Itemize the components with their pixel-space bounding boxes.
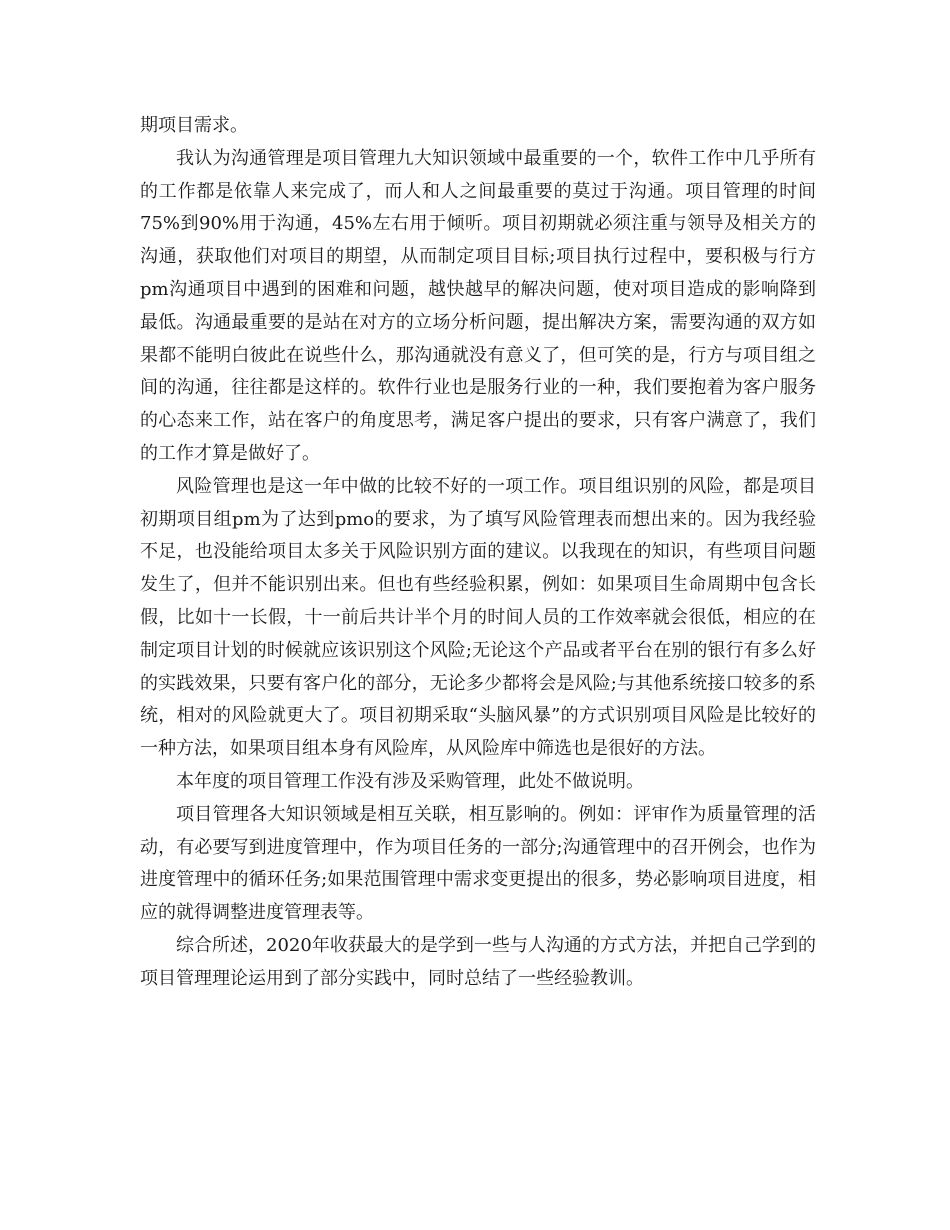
paragraph-knowledge-areas: 项目管理各大知识领域是相互关联，相互影响的。例如：评审作为质量管理的活动，有必要写到进度管理中，作为项目任务的一部分;沟通管理中的召开例会，也作为进度管理中的循环任务;如果范围管理中需求变更提出的很多，势必影响项目进度，相应的就得调整进度管理表等。 — [140, 803, 816, 924]
paragraph-summary: 综合所述，2020年收获最大的是学到一些与人沟通的方式方法，并把自己学到的项目管理理论运用到了部分实践中，同时总结了一些经验教训。 — [140, 934, 816, 989]
paragraph-communication-management: 我认为沟通管理是项目管理九大知识领域中最重要的一个，软件工作中几乎所有的工作都是依靠人来完成了，而人和人之间最重要的莫过于沟通。项目管理的时间75%到90%用于沟通，45%左右用于倾听。项目初期就必须注重与领导及相关方的沟通，获取他们对项目的期望，从而制定项目目标;项目执行过程中，要积极与行方pm沟通项目中遇到的困难和问题，越快越早的解决问题，使对项目造成的影响降到最低。沟通最重要的是站在对方的立场分析问题，提出解决方案，需要沟通的双方如果都不能明白彼此在说些什么，那沟通就没有意义了，但可笑的是，行方与项目组之间的沟通，往往都是这样的。软件行业也是服务行业的一种，我们要抱着为客户服务的心态来工作，站在客户的角度思考，满足客户提出的要求，只有客户满意了，我们的工作才算是做好了。 — [140, 147, 816, 464]
paragraph-procurement-management: 本年度的项目管理工作没有涉及采购管理，此处不做说明。 — [176, 770, 644, 792]
document-body — [140, 110, 816, 996]
paragraph-continuation: 期项目需求。 — [140, 115, 248, 136]
paragraph-risk-management: 风险管理也是这一年中做的比较不好的一项工作。项目组识别的风险，都是项目初期项目组pm为了达到pmo的要求，为了填写风险管理表而想出来的。因为我经验不足，也没能给项目太多关于风险识别方面的建议。以我现在的知识，有些项目问题发生了，但并不能识别出来。但也有些经验积累，例如：如果项目生命周期中包含长假，比如十一长假，十一前后共计半个月的时间人员的工作效率就会很低，相应的在制定项目计划的时候就应该识别这个风险;无论这个产品或者平台在别的银行有多么好的实践效果，只要有客户化的部分，无论多少都将会是风险;与其他系统接口较多的系统，相对的风险就更大了。项目初期采取“头脑风暴”的方式识别项目风险是比较好的一种方法，如果项目组本身有风险库，从风险库中筛选也是很好的方法。 — [140, 475, 816, 760]
